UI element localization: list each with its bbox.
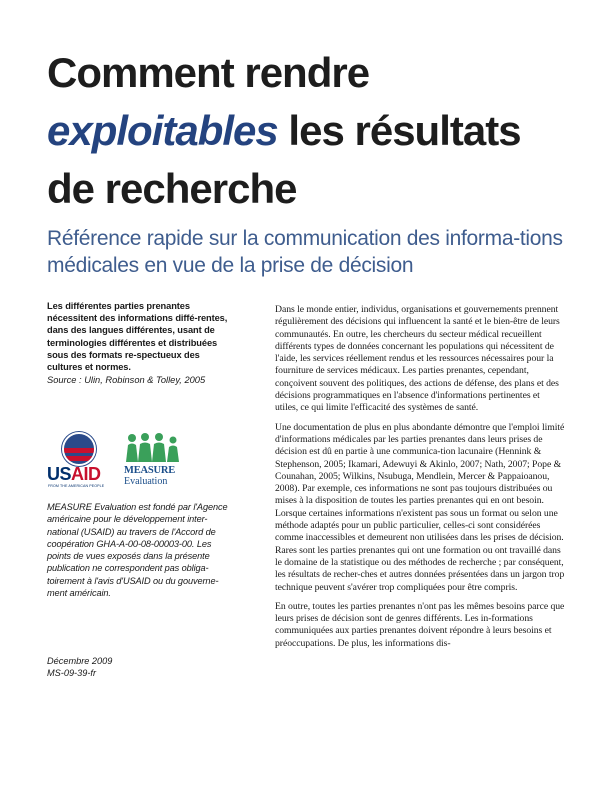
publication-date: Décembre 2009 [47,656,113,666]
usaid-logo [47,432,109,490]
body-paragraph: En outre, toutes les parties prenantes n'ont pas les mêmes besoins parce que leurs prises de décision sont de genres différents. Les in-formations communiquées aux parties prenantes doivent répondre à leurs besoins et préoccupations. De plus, les informations dis- [275,600,565,649]
publication-info [47,655,112,680]
main-text [275,304,565,657]
usaid-wordmark: USAID [47,464,101,484]
usaid-seal-icon [62,432,96,466]
title-line-3: de recherche [47,165,297,212]
body-paragraph: Dans le monde entier, individus, organisations et gouvernements prennent régulièrement des décisions qui influencent la santé et le bien-être de leurs communautés. En outre, les chercheurs du secteur médical recueillent différents types de données concernant les populations qui nécessitent de l'aide, les services réellement rendus et les ressources nécessaires pour la fourniture de services médicaux. Les parties prenantes, cependant, conçoivent souvent des politiques, des actions de défense, des plans et des décisions programmatiques en l'absence d'informations pertinentes et utiles, ce qui limite l'efficacité des systèmes de santé. [275,304,560,414]
measure-evaluation-logo [120,432,190,490]
usaid-tagline: FROM THE AMERICAN PEOPLE [48,484,105,488]
title-line-1: Comment rendre [47,49,370,96]
measure-evaluation-word: Evaluation [124,476,168,487]
title-emphasis: exploitables [47,107,278,154]
measure-people-icon [124,432,182,464]
page-title [47,44,587,218]
page-subtitle: Référence rapide sur la communication des informa-tions médicales en vue de la prise de décision [47,227,563,277]
funding-statement: MEASURE Evaluation est fondé par l'Agence américaine pour le développement inter-national (USAID) au travers de l'Accord de coopération GHA-A-00-08-00003-00. Les points de vues exposés dans la présente publication ne correspondent pas obliga-toirement à l'avis d'USAID ou du gouverne-ment américain. [47,502,228,599]
publication-code: MS-09-39-fr [47,668,97,679]
partner-logos [47,432,207,490]
sidebar-intro: Les différentes parties prenantes nécessitent des informations diffé-rentes, dans des langues différentes, usant de terminologies différentes et distribuées sous des formats re-spectueux des cultures et normes. [47,301,228,373]
sidebar [47,300,237,386]
sidebar-source: Source : Ulin, Robinson & Tolley, 2005 [47,375,206,386]
body-paragraph: Une documentation de plus en plus abondante démontre que l'emploi limité d'informations médicales par les parties prenantes dans leurs prises de décision est dû en partie à une communica-tion lacunaire (Hennink & Stephenson, 2005; Ikamari, Adewuyi & Akinlo, 2007; Nath, 2007; Pope & Counahan, 2005; Wilkins, Nsubuga, Mendlein, Mercer & Pappaioanou, 2008). Par exemple, ces informations ne sont pas toujours distribuées ou mises à la disposition de toutes les parties prenantes qui en ont besoin. Lorsque certaines informations n'existent pas sous un format ou selon une méthode adaptés pour un public particulier, celles-ci sont considérées comme inaccessibles et demeurent non utilisées dans les prises de décision. Rares sont les parties prenantes qui ont une formation ou ont travaillé dans le domaine de la statistique ou des méthodes de recherche ; par conséquent, les résultats de recher-ches et autres données présentées dans un jargon trop technique peuvent s'avérer trop compliquées pour être compris. [275,421,565,593]
measure-wordmark: MEASURE [124,465,176,476]
title-line-2: les résultats [277,107,521,154]
